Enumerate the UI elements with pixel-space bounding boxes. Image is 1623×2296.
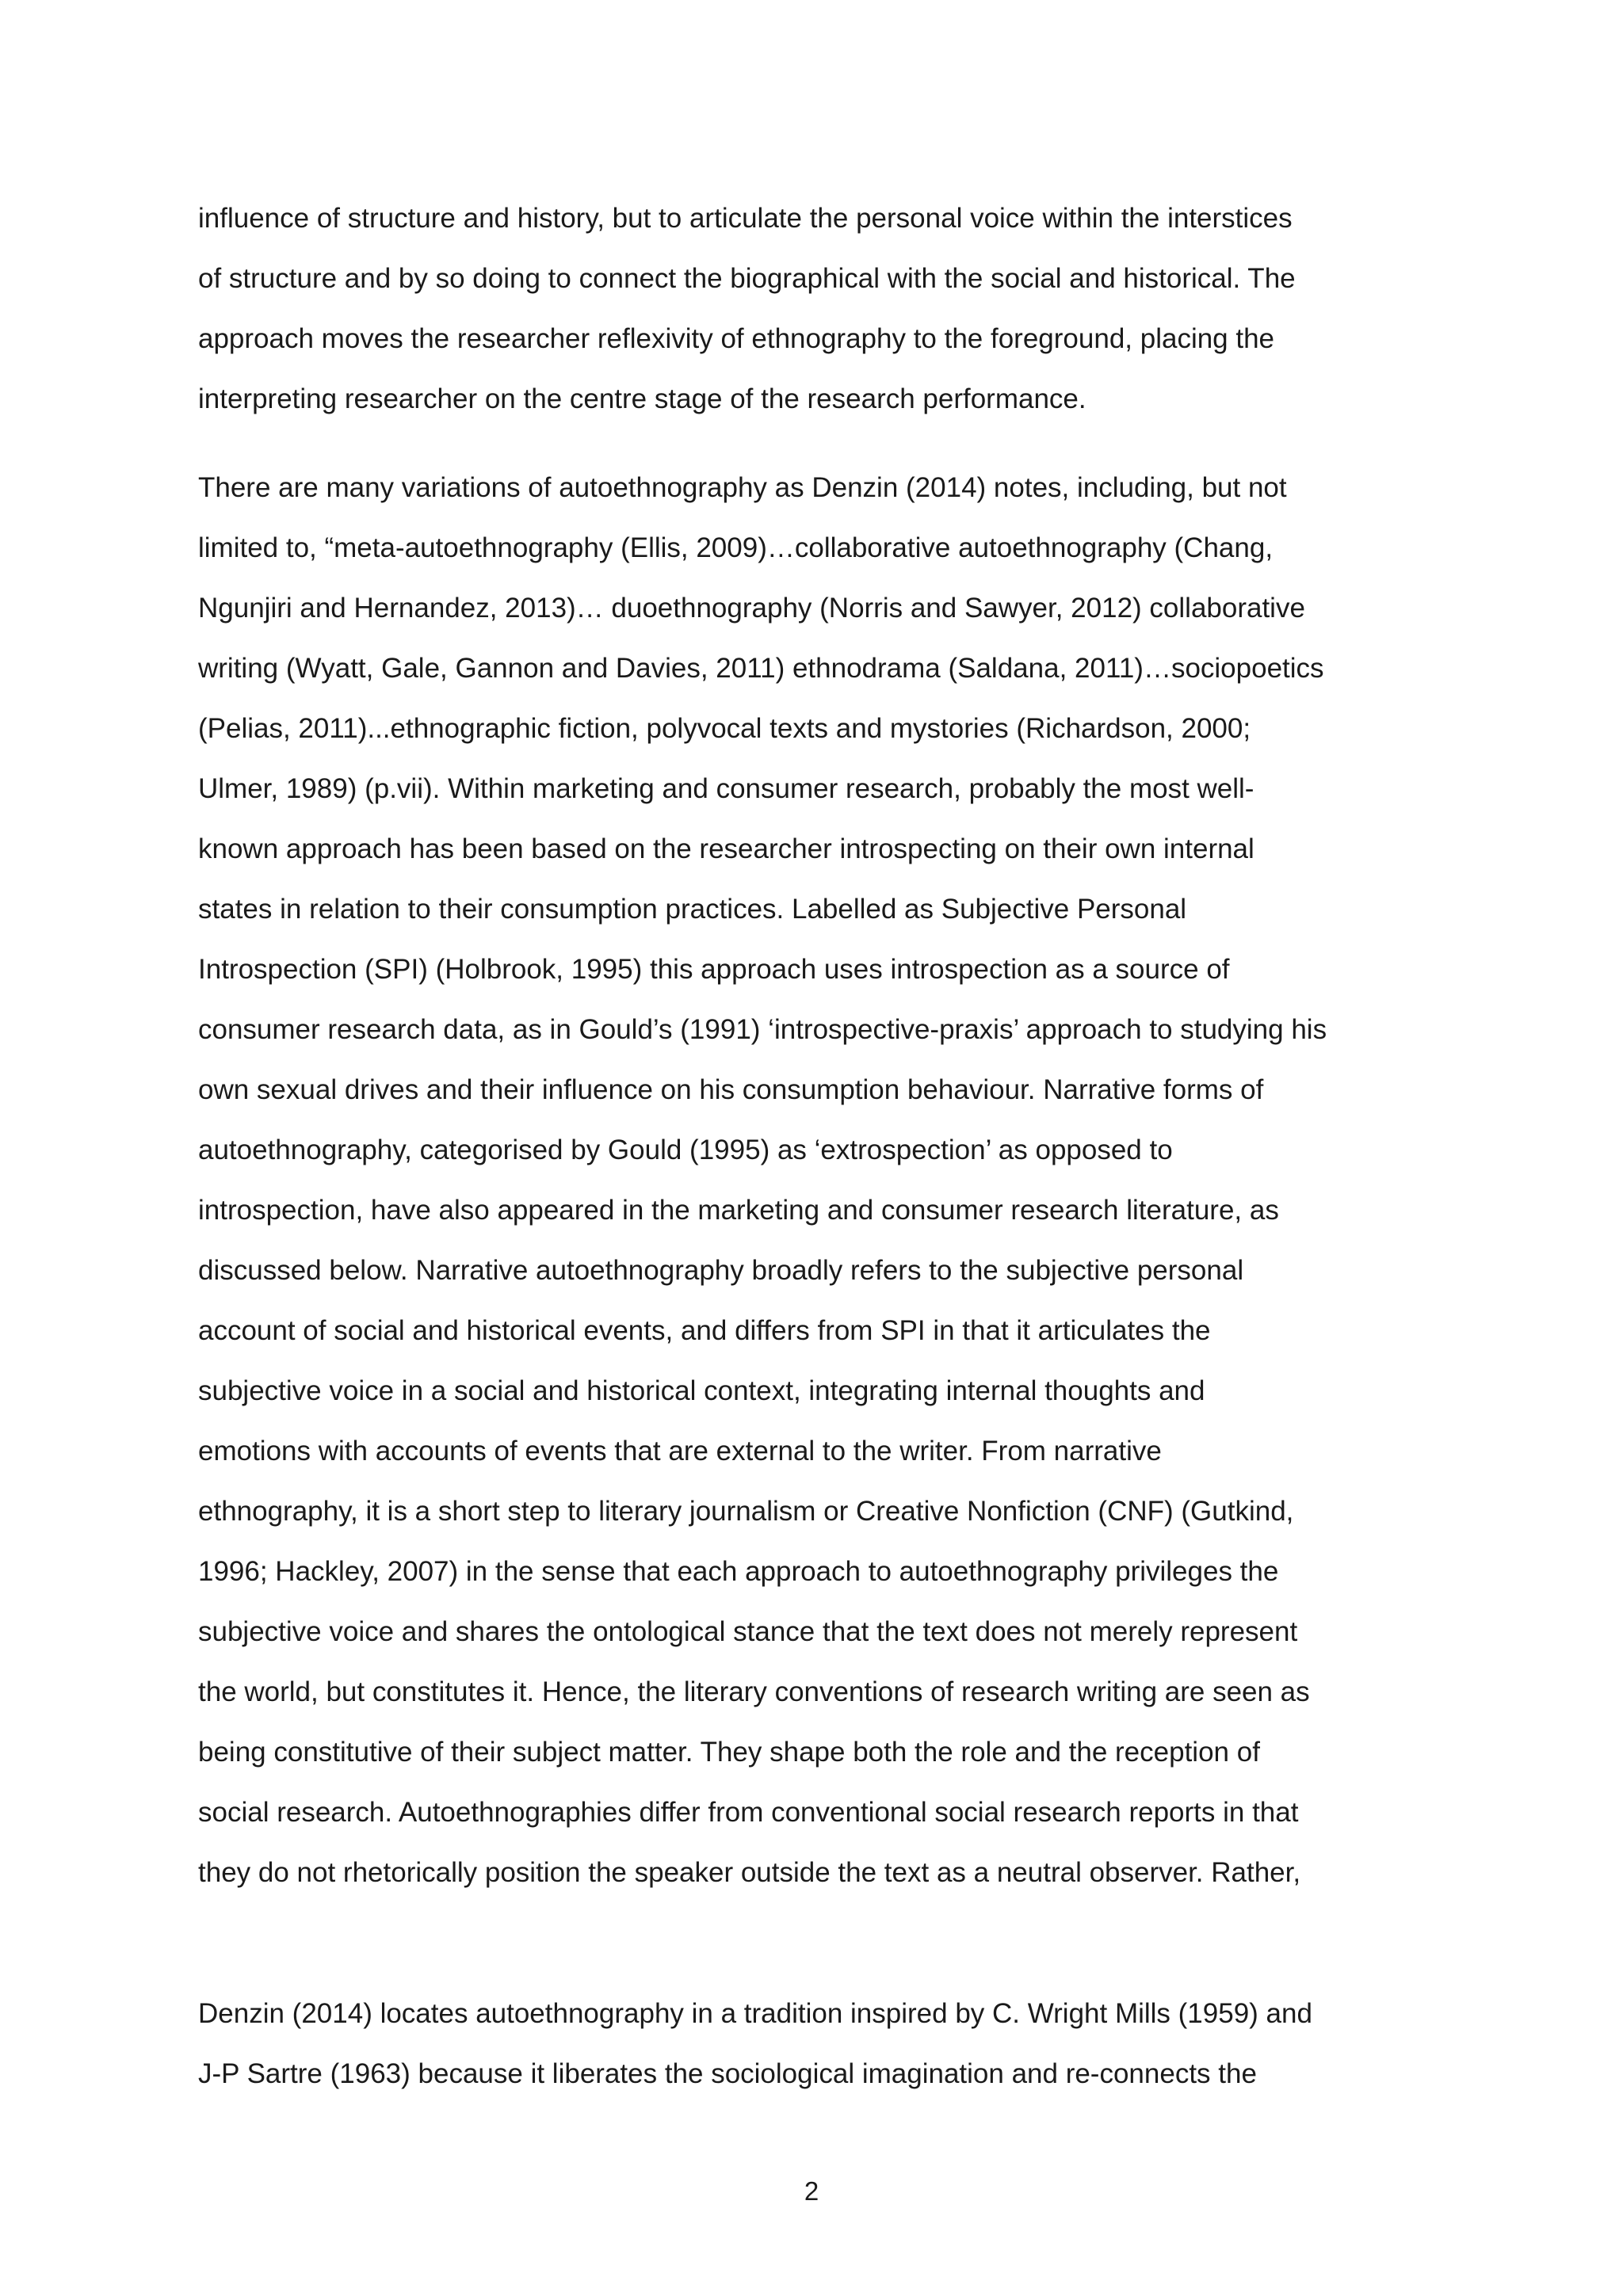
text-line: writing (Wyatt, Gale, Gannon and Davies, 2011) ethnodrama (Saldana, 2011)…sociopoetics [198,653,1324,684]
text-line: Introspection (SPI) (Holbrook, 1995) this approach uses introspection as a source of [198,954,1230,985]
text-line: interpreting researcher on the centre stage of the research performance. [198,383,1086,414]
text-line: they do not rhetorically position the speaker outside the text as a neutral observer. Rather, [198,1857,1301,1888]
text-line: Ngunjiri and Hernandez, 2013)… duoethnography (Norris and Sawyer, 2012) collaborative [198,593,1305,624]
text-line: social research. Autoethnographies differ from conventional social research reports in that [198,1797,1299,1828]
paragraph-1 [198,189,1434,429]
text-line: being constitutive of their subject matter. They shape both the role and the reception of [198,1737,1260,1768]
text-line: Denzin (2014) locates autoethnography in a tradition inspired by C. Wright Mills (1959) and [198,1998,1312,2029]
text-line: the world, but constitutes it. Hence, the literary conventions of research writing are seen as [198,1676,1310,1707]
text-line: consumer research data, as in Gould’s (1991) ‘introspective-praxis’ approach to studying his [198,1014,1327,1045]
text-line: subjective voice in a social and historical context, integrating internal thoughts and [198,1375,1205,1406]
text-line: Ulmer, 1989) (p.vii). Within marketing and consumer research, probably the most well- [198,773,1254,804]
text-line: account of social and historical events, and differs from SPI in that it articulates the [198,1315,1211,1346]
text-line: limited to, “meta-autoethnography (Ellis, 2009)…collaborative autoethnography (Chang, [198,532,1274,563]
text-line: ethnography, it is a short step to literary journalism or Creative Nonfiction (CNF) (Gutkind, [198,1496,1294,1527]
text-line: known approach has been based on the researcher introspecting on their own internal [198,833,1254,864]
text-line: of structure and by so doing to connect the biographical with the social and historical. The [198,263,1296,294]
text-line: own sexual drives and their influence on his consumption behaviour. Narrative forms of [198,1074,1264,1105]
text-line: J-P Sartre (1963) because it liberates the sociological imagination and re-connects the [198,2058,1257,2089]
text-line: 1996; Hackley, 2007) in the sense that each approach to autoethnography privileges the [198,1556,1279,1587]
paragraph-3 [198,1984,1434,2104]
text-line: states in relation to their consumption practices. Labelled as Subjective Personal [198,894,1187,925]
text-line: autoethnography, categorised by Gould (1995) as ‘extrospection’ as opposed to [198,1135,1173,1165]
text-line: subjective voice and shares the ontological stance that the text does not merely represent [198,1616,1298,1647]
text-line: influence of structure and history, but to articulate the personal voice within the interstices [198,203,1293,234]
text-line: There are many variations of autoethnography as Denzin (2014) notes, including, but not [198,472,1287,503]
text-line: (Pelias, 2011)...ethnographic fiction, polyvocal texts and mystories (Richardson, 2000; [198,713,1251,744]
text-line: introspection, have also appeared in the marketing and consumer research literature, as [198,1195,1279,1226]
text-line: emotions with accounts of events that are external to the writer. From narrative [198,1436,1162,1466]
paragraph-2 [198,458,1434,1903]
text-line: discussed below. Narrative autoethnography broadly refers to the subjective personal [198,1255,1244,1286]
page-number: 2 [804,2176,819,2206]
text-line: approach moves the researcher reflexivity of ethnography to the foreground, placing the [198,323,1275,354]
